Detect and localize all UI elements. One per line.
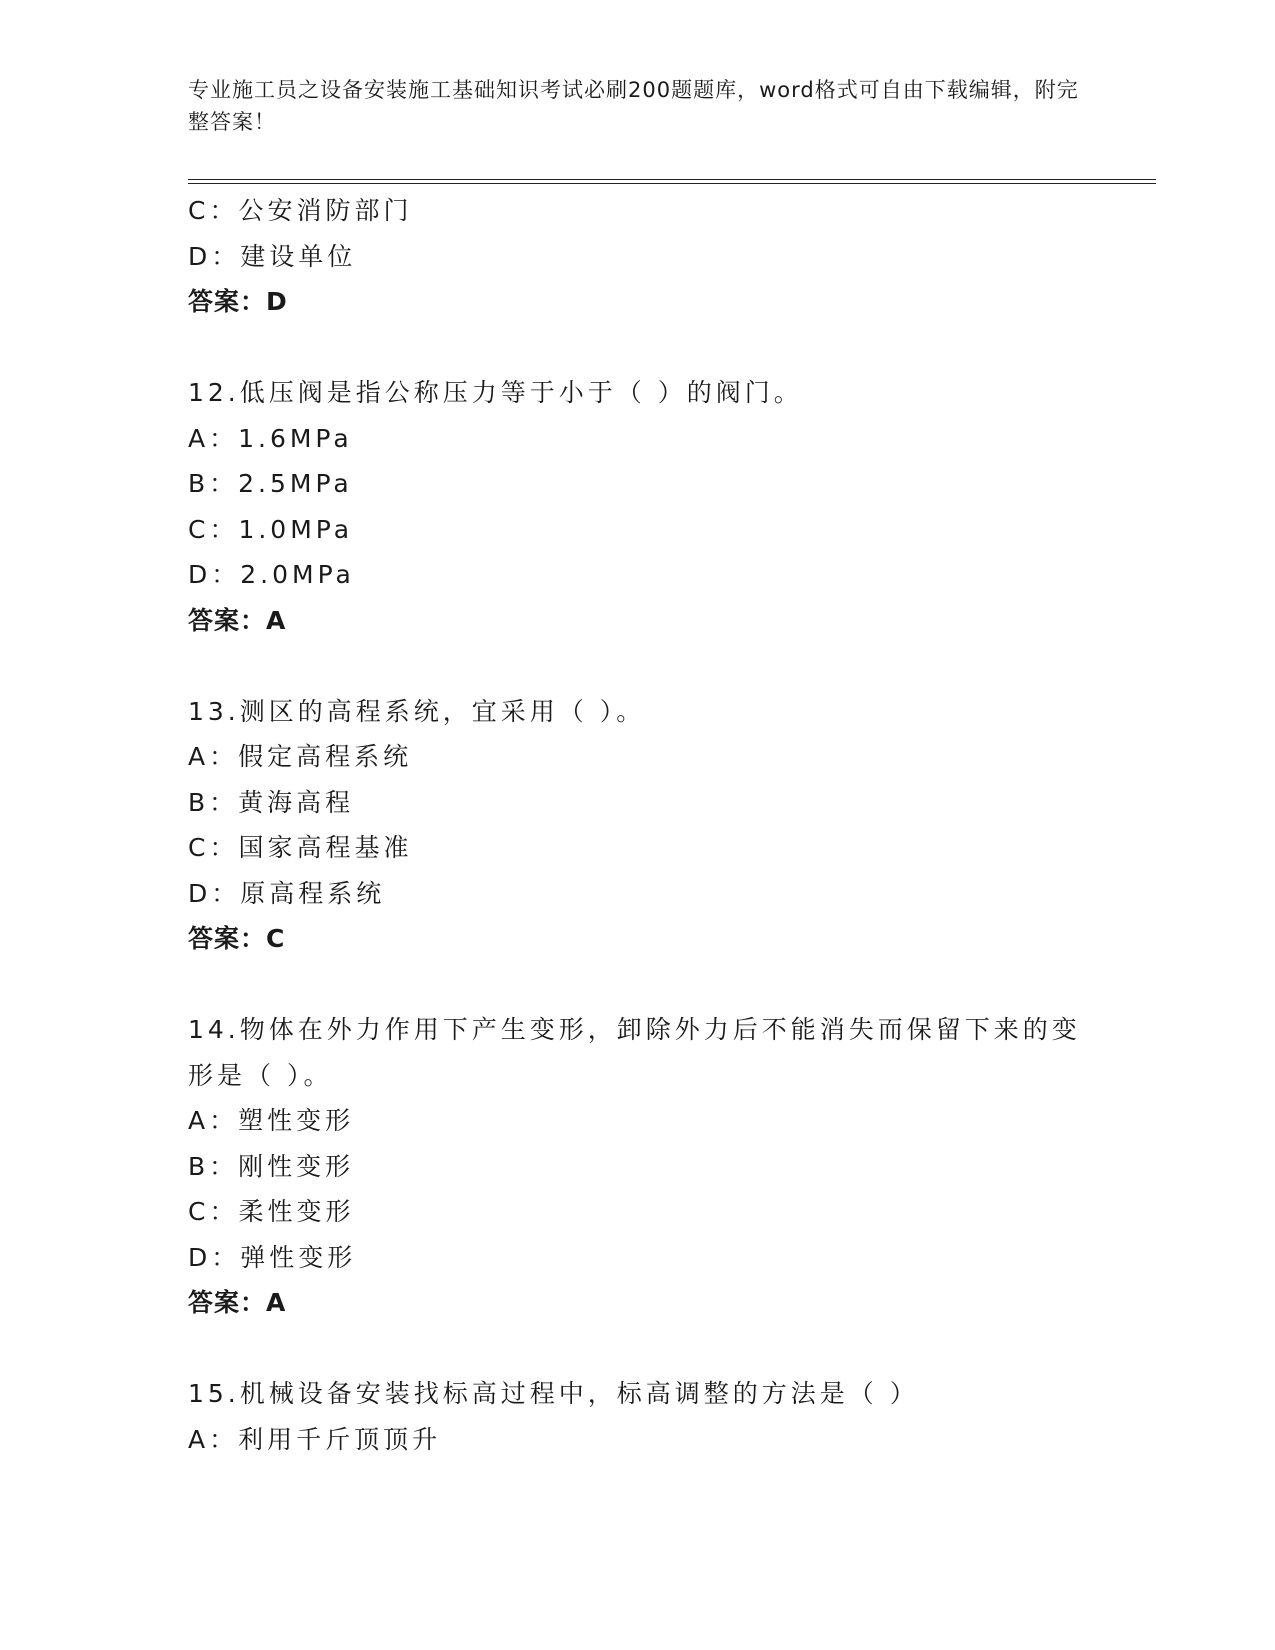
question-13	[188, 689, 1148, 962]
option-c: C：1.0MPa	[188, 514, 354, 544]
option-c: C：公安消防部门	[188, 196, 413, 225]
option-a: A：假定高程系统	[188, 742, 413, 771]
question-15	[188, 1371, 1148, 1462]
option-d: D：原高程系统	[188, 878, 386, 908]
answer-line: 答案：C	[188, 924, 286, 953]
question-text: 14.物体在外力作用下产生变形，卸除外力后不能消失而保留下来的变形是（ ）。	[188, 1015, 1081, 1090]
answer-line: 答案：A	[188, 1288, 287, 1317]
option-d: D：弹性变形	[188, 1242, 357, 1272]
option-a: A：利用千斤顶顶升	[188, 1424, 442, 1454]
answer-line: 答案：D	[188, 287, 288, 316]
option-b: B：2.5MPa	[188, 469, 353, 498]
option-a: A：1.6MPa	[188, 423, 353, 453]
answer-line: 答案：A	[188, 605, 287, 635]
document-header: 专业施工员之设备安装施工基础知识考试必刷200题题库，word格式可自由下载编辑，附完整答案！	[188, 78, 1079, 134]
question-12	[188, 370, 1148, 643]
question-list	[188, 188, 1148, 1462]
question-11-tail	[188, 188, 1148, 325]
question-text: 15.机械设备安装找标高过程中，标高调整的方法是（ ）	[188, 1379, 919, 1408]
option-b: B：黄海高程	[188, 787, 355, 817]
header-divider-top	[188, 179, 1156, 180]
question-14	[188, 1007, 1148, 1326]
option-a: A：塑性变形	[188, 1106, 355, 1135]
question-text: 13.测区的高程系统，宜采用（ ）。	[188, 696, 646, 726]
option-d: D：建设单位	[188, 241, 357, 271]
option-d: D：2.0MPa	[188, 560, 355, 589]
option-c: C：柔性变形	[188, 1197, 355, 1226]
header-divider-bottom	[188, 183, 1156, 184]
question-text: 12.低压阀是指公称压力等于小于（ ）的阀门。	[188, 378, 803, 407]
option-c: C：国家高程基准	[188, 833, 413, 862]
option-b: B：刚性变形	[188, 1151, 355, 1181]
